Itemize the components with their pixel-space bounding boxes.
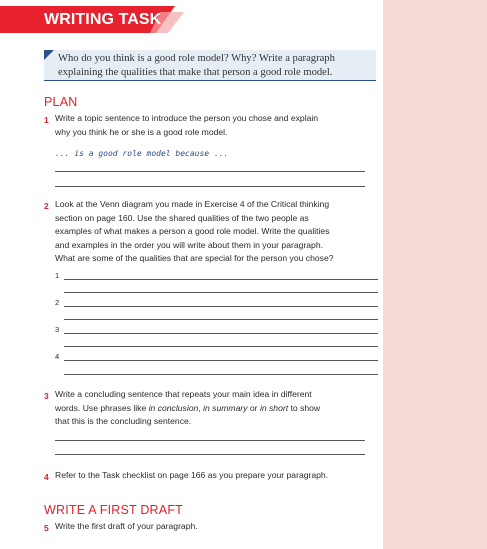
answer-line[interactable] bbox=[64, 292, 378, 293]
draft-heading: WRITE A FIRST DRAFT bbox=[44, 503, 183, 517]
item-2-line-4: and examples in the order you will write about them in your paragraph. bbox=[55, 239, 323, 250]
phrase-in-short: in short bbox=[259, 402, 289, 413]
phrase-in-conclusion: in conclusion bbox=[148, 402, 199, 413]
answer-line[interactable] bbox=[64, 360, 378, 361]
item-3-number: 3 bbox=[44, 391, 49, 401]
answer-line[interactable] bbox=[64, 279, 378, 280]
answer-number: 4 bbox=[55, 352, 60, 361]
item-5-text: Write the first draft of your paragraph. bbox=[55, 521, 198, 531]
answer-number: 2 bbox=[55, 298, 60, 307]
item-1-number: 1 bbox=[44, 115, 49, 125]
answer-line[interactable] bbox=[64, 374, 378, 375]
task-banner bbox=[0, 6, 190, 33]
item-2-line-2: section on page 160. Use the shared qualities of the two people as bbox=[55, 212, 309, 223]
phrase-in-summary: in summary bbox=[203, 402, 248, 413]
item-1-line-1: Write a topic sentence to introduce the person you chose and explain bbox=[55, 113, 319, 123]
answer-line[interactable] bbox=[64, 333, 378, 334]
answer-line[interactable] bbox=[55, 454, 365, 455]
answer-number: 1 bbox=[55, 271, 60, 280]
answer-line[interactable] bbox=[64, 319, 378, 320]
item-2-line-5: What are some of the qualities that are special for the person you chose? bbox=[55, 253, 334, 264]
answer-number: 3 bbox=[55, 325, 60, 334]
answer-line[interactable] bbox=[55, 440, 365, 441]
item-4-text: Refer to the Task checklist on page 166 as you prepare your paragraph. bbox=[55, 470, 329, 480]
answer-line[interactable] bbox=[55, 186, 365, 187]
prompt-line-1: Who do you think is a good role model? Why? Write a paragraph bbox=[58, 53, 335, 64]
prompt-text bbox=[58, 52, 373, 80]
item-3-line-1: Write a concluding sentence that repeats your main idea in different bbox=[55, 389, 312, 399]
item-2-line-1: Look at the Venn diagram you made in Exercise 4 of the Critical thinking bbox=[55, 199, 330, 209]
item-3-text bbox=[55, 388, 320, 429]
item-3-text-span: words. Use phrases like bbox=[55, 402, 149, 413]
answer-line[interactable] bbox=[64, 306, 378, 307]
answer-line[interactable] bbox=[55, 171, 365, 172]
item-2-line-3: examples of what makes a person a good role model. Write the qualities bbox=[55, 226, 330, 237]
corner-triangle-icon bbox=[44, 50, 54, 60]
answer-line[interactable] bbox=[64, 346, 378, 347]
prompt-line-2: explaining the qualities that make that person a good role model. bbox=[58, 67, 333, 78]
side-panel bbox=[383, 0, 487, 549]
item-1-line-2: why you think he or she is a good role model. bbox=[55, 126, 228, 137]
item-3-line-3: that this is the concluding sentence. bbox=[55, 416, 192, 427]
handwritten-sentence-starter: ... is a good role model because ... bbox=[55, 149, 229, 158]
item-3-text-span: or bbox=[247, 402, 260, 413]
task-prompt bbox=[44, 50, 376, 81]
item-5-number: 5 bbox=[44, 523, 49, 533]
item-3-text-span: to show bbox=[288, 402, 321, 413]
item-1-text bbox=[55, 112, 318, 139]
item-2-text bbox=[55, 198, 334, 266]
item-4-number: 4 bbox=[44, 472, 49, 482]
banner-title: WRITING TASK bbox=[44, 11, 162, 28]
item-3-line-2 bbox=[55, 402, 320, 416]
plan-heading: PLAN bbox=[44, 95, 78, 109]
item-3-text-span: , bbox=[198, 402, 204, 413]
item-2-number: 2 bbox=[44, 201, 49, 211]
